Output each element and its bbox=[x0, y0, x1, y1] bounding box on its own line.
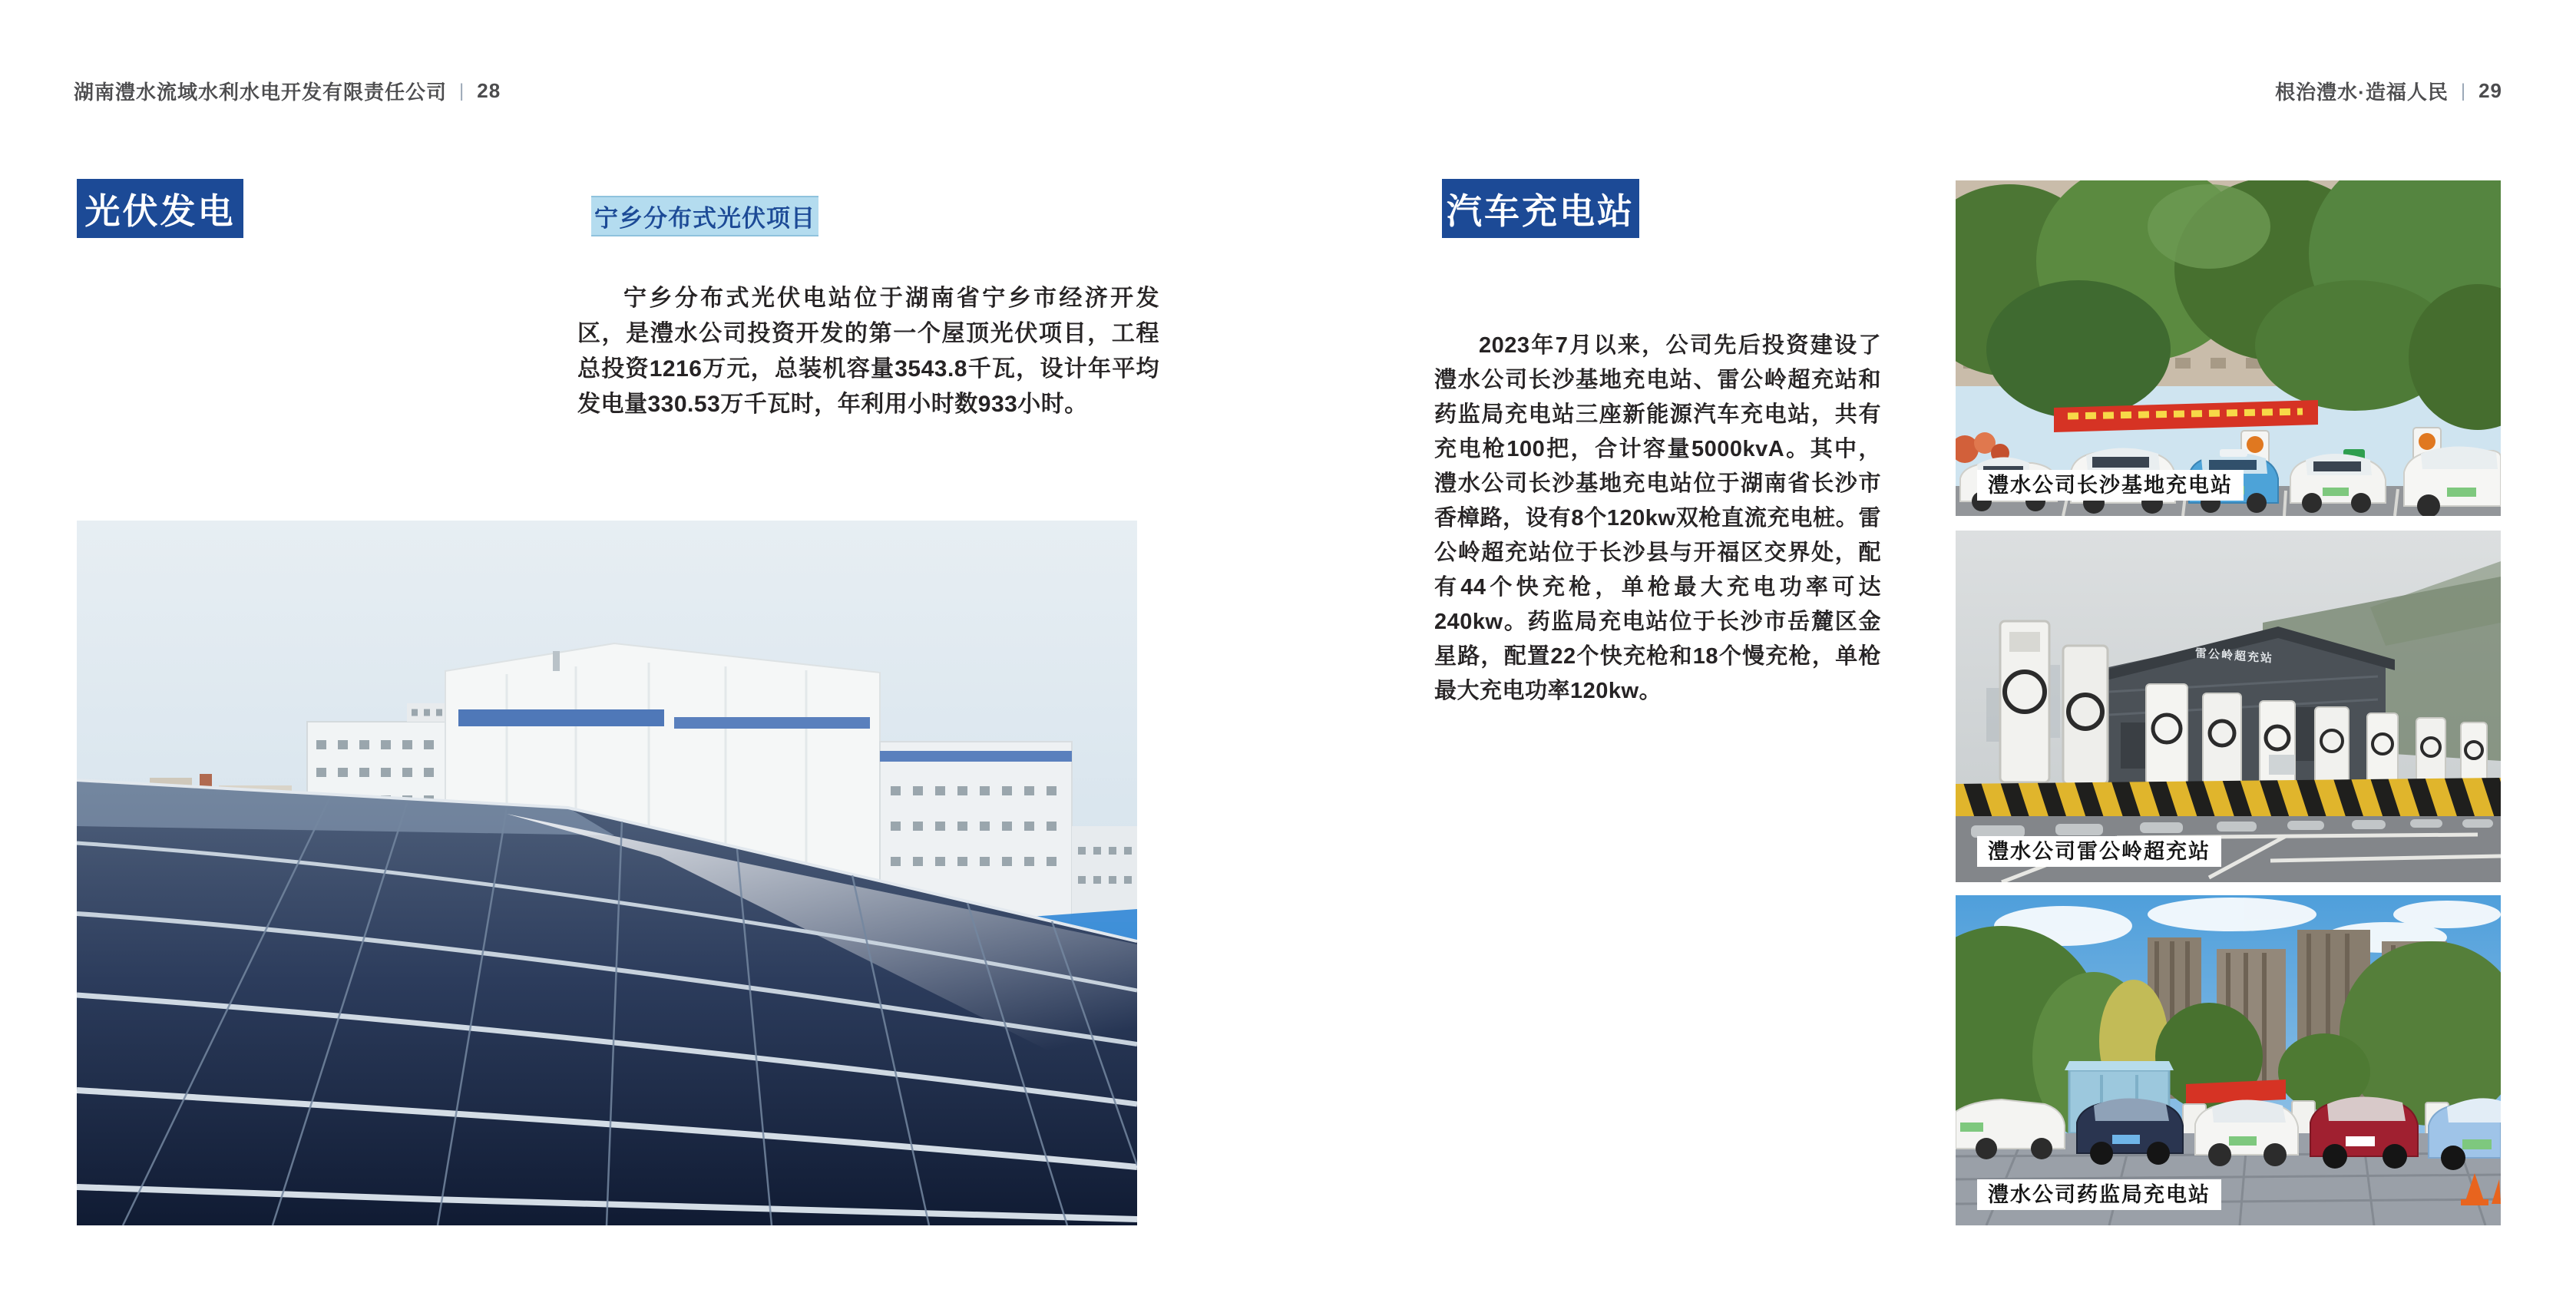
company-name: 湖南澧水流域水利水电开发有限责任公司 bbox=[74, 81, 448, 104]
photo-yaojianju-station bbox=[1956, 895, 2501, 1225]
page-number-left: 28 bbox=[477, 79, 501, 102]
photo-caption: 澧水公司药监局充电站 bbox=[1977, 1179, 2221, 1210]
header-separator: | bbox=[2460, 80, 2467, 101]
section-title-ev: 汽车充电站 bbox=[1442, 179, 1639, 238]
solar-photo-illustration bbox=[77, 521, 1137, 1225]
project-subtitle: 宁乡分布式光伏项目 bbox=[591, 196, 818, 236]
running-head-right bbox=[2275, 77, 2502, 105]
page-number-right: 29 bbox=[2478, 79, 2502, 102]
station-sign: 雷公岭超充站 bbox=[2195, 646, 2274, 666]
ev3-illustration bbox=[1956, 895, 2501, 1225]
photo-rooftop-solar bbox=[77, 521, 1137, 1225]
photo-caption: 澧水公司长沙基地充电站 bbox=[1977, 470, 2244, 501]
ev1-illustration bbox=[1956, 180, 2501, 516]
ev-paragraph: 2023年7月以来，公司先后投资建设了澧水公司长沙基地充电站、雷公岭超充站和药监局充电站三座新能源汽车充电站，共有充电枪100把，合计容量5000kvA。其中，澧水公司长沙基地充电站位于湖南省长沙市香樟路，设有8个120kw双枪直流充电桩。雷公岭超充站位于长沙县与开福区交界处，配有44个快充枪，单枪最大充电功率可达240kw。药监局充电站位于长沙市岳麓区金星路，配置22个快充枪和18个慢充枪，单枪最大充电功率120kw。 bbox=[1434, 333, 1881, 703]
running-head-left bbox=[74, 77, 501, 105]
ev2-illustration bbox=[1956, 531, 2501, 882]
photo-changsha-base-station bbox=[1956, 180, 2501, 516]
solar-paragraph: 宁乡分布式光伏电站位于湖南省宁乡市经济开发区，是澧水公司投资开发的第一个屋顶光伏项目，工程总投资1216万元，总装机容量3543.8千瓦，设计年平均发电量330.53万千瓦时，年利用小时数933小时。 bbox=[577, 286, 1159, 417]
header-separator: | bbox=[459, 80, 465, 101]
photo-caption: 澧水公司雷公岭超充站 bbox=[1977, 836, 2221, 867]
section-title-solar: 光伏发电 bbox=[77, 179, 243, 238]
slogan: 根治澧水·造福人民 bbox=[2275, 81, 2449, 104]
photo-leigongling-station bbox=[1956, 531, 2501, 882]
